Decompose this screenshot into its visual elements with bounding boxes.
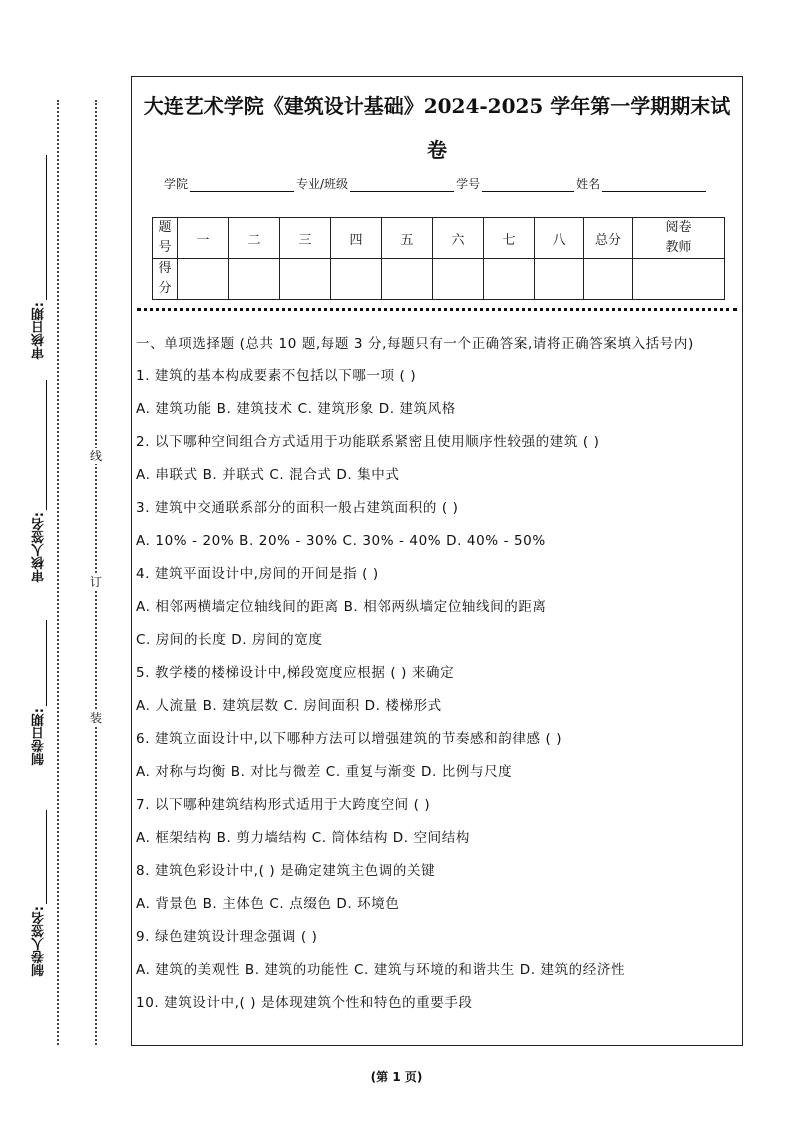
score-cell-total[interactable] <box>584 259 633 300</box>
score-col-1: 一 <box>178 218 229 259</box>
score-col-2: 二 <box>229 218 280 259</box>
score-row-label: 得分 <box>153 259 178 300</box>
score-cell[interactable] <box>535 259 584 300</box>
major-class-field[interactable] <box>350 177 454 192</box>
section-separator <box>137 308 737 311</box>
reviewer-signature-label: 审核人签名: <box>32 512 47 583</box>
score-cell[interactable] <box>433 259 484 300</box>
score-cell[interactable] <box>484 259 535 300</box>
maker-signature-underline <box>46 810 47 904</box>
page-number: (第 1 页) <box>370 1070 423 1084</box>
question-6-options: A. 对称与均衡 B. 对比与微差 C. 重复与渐变 D. 比例与尺度 <box>136 764 513 780</box>
maker-date-label: 制卷日期: <box>32 708 47 766</box>
score-col-total: 总分 <box>584 218 633 259</box>
score-cell[interactable] <box>382 259 433 300</box>
score-col-8: 八 <box>535 218 584 259</box>
student-id-field[interactable] <box>482 177 574 192</box>
question-8-options: A. 背景色 B. 主体色 C. 点缀色 D. 环境色 <box>136 896 400 912</box>
exam-paper <box>131 76 743 1046</box>
student-info-row <box>164 175 708 192</box>
question-5: 5. 教学楼的楼梯设计中,梯段宽度应根据 ( ) 来确定 <box>136 665 455 681</box>
question-1: 1. 建筑的基本构成要素不包括以下哪一项 ( ) <box>136 368 417 384</box>
question-10: 10. 建筑设计中,( ) 是体现建筑个性和特色的重要手段 <box>136 995 473 1011</box>
binding-mark-order: 订 <box>89 575 102 589</box>
exam-title-continued: 卷 <box>427 138 447 162</box>
question-3-options: A. 10% - 20% B. 20% - 30% C. 30% - 40% D. 40% - 50% <box>136 533 546 549</box>
score-col-4: 四 <box>331 218 382 259</box>
reviewer-date-underline <box>46 155 47 300</box>
question-7: 7. 以下哪种建筑结构形式适用于大跨度空间 ( ) <box>136 797 431 813</box>
question-5-options: A. 人流量 B. 建筑层数 C. 房间面积 D. 楼梯形式 <box>136 698 442 714</box>
question-7-options: A. 框架结构 B. 剪力墙结构 C. 筒体结构 D. 空间结构 <box>136 830 470 846</box>
score-cell[interactable] <box>178 259 229 300</box>
binding-mark-pack: 装 <box>89 711 102 725</box>
question-6: 6. 建筑立面设计中,以下哪种方法可以增强建筑的节奏感和韵律感 ( ) <box>136 731 563 747</box>
score-col-grader: 阅卷教师 <box>633 218 725 259</box>
score-table <box>152 217 725 300</box>
question-3: 3. 建筑中交通联系部分的面积一般占建筑面积的 ( ) <box>136 500 459 516</box>
score-col-5: 五 <box>382 218 433 259</box>
maker-date-underline <box>46 620 47 706</box>
college-field[interactable] <box>190 177 294 192</box>
question-2: 2. 以下哪种空间组合方式适用于功能联系紧密且使用顺序性较强的建筑 ( ) <box>136 434 600 450</box>
score-table-header-label: 题号 <box>153 218 178 259</box>
section-heading: 一、单项选择题 (总共 10 题,每题 3 分,每题只有一个正确答案,请将正确答案填入括号内) <box>136 336 694 352</box>
name-field[interactable] <box>602 177 706 192</box>
score-col-3: 三 <box>280 218 331 259</box>
name-label: 姓名 <box>576 177 601 191</box>
exam-title: 大连艺术学院《建筑设计基础》2024-2025 学年第一学期期末试 <box>143 94 731 118</box>
question-4-options: A. 相邻两横墙定位轴线间的距离 B. 相邻两纵墙定位轴线间的距离 <box>136 599 547 615</box>
question-9: 9. 绿色建筑设计理念强调 ( ) <box>136 929 318 945</box>
student-id-label: 学号 <box>456 177 481 191</box>
college-label: 学院 <box>164 177 189 191</box>
reviewer-signature-underline <box>46 380 47 510</box>
question-2-options: A. 串联式 B. 并联式 C. 混合式 D. 集中式 <box>136 467 400 483</box>
question-4-options-2: C. 房间的长度 D. 房间的宽度 <box>136 632 323 648</box>
maker-signature-label: 制卷人签名: <box>32 906 47 977</box>
question-section <box>136 333 736 1025</box>
question-8: 8. 建筑色彩设计中,( ) 是确定建筑主色调的关键 <box>136 863 436 879</box>
score-cell[interactable] <box>229 259 280 300</box>
score-cell[interactable] <box>331 259 382 300</box>
question-1-options: A. 建筑功能 B. 建筑技术 C. 建筑形象 D. 建筑风格 <box>136 401 456 417</box>
score-col-6: 六 <box>433 218 484 259</box>
binding-mark-line: 线 <box>89 449 102 463</box>
outer-dotted-line <box>57 100 59 1045</box>
score-col-7: 七 <box>484 218 535 259</box>
question-9-options: A. 建筑的美观性 B. 建筑的功能性 C. 建筑与环境的和谐共生 D. 建筑的经济性 <box>136 962 626 978</box>
binding-dotted-line <box>95 100 97 1045</box>
question-4: 4. 建筑平面设计中,房间的开间是指 ( ) <box>136 566 379 582</box>
reviewer-date-label: 审核日期: <box>32 302 47 360</box>
major-class-label: 专业/班级 <box>296 177 349 191</box>
score-cell[interactable] <box>280 259 331 300</box>
score-cell-grader[interactable] <box>633 259 725 300</box>
score-table-header-row <box>153 218 725 259</box>
score-table-score-row <box>153 259 725 300</box>
